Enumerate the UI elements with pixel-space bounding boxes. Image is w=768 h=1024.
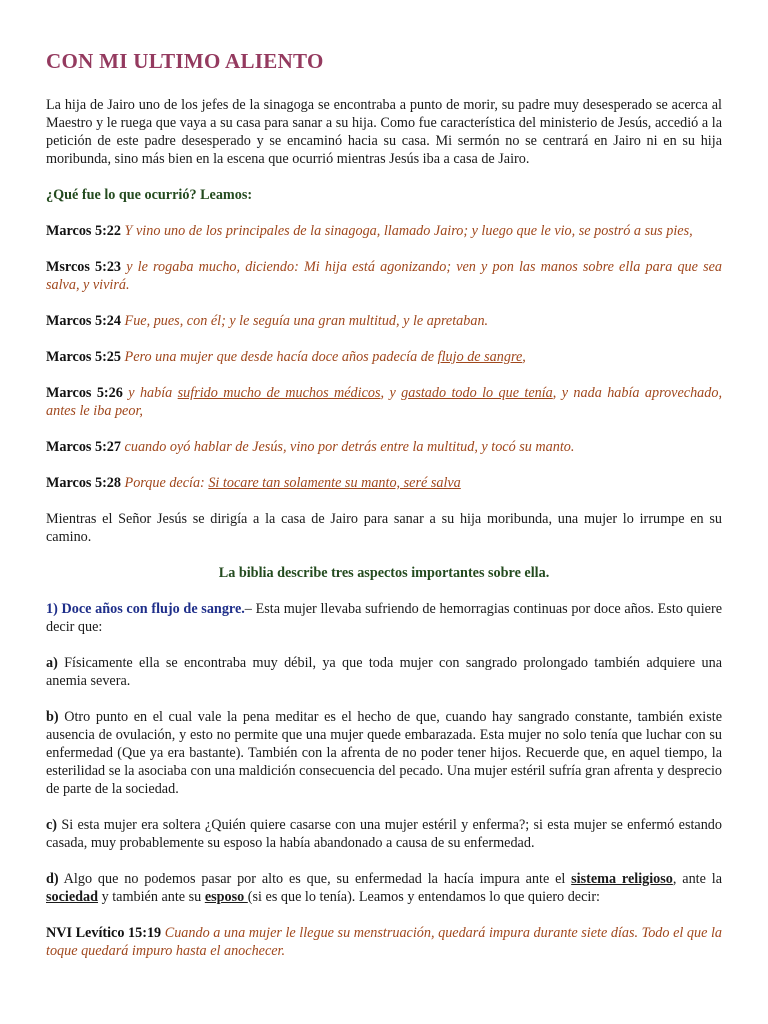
verse-text-part: , y nada había aprovechado, antes le iba peor, <box>46 385 722 419</box>
verse-5-22 <box>46 222 722 240</box>
intro-paragraph: La hija de Jairo uno de los jefes de la sinagoga se encontraba a punto de morir, su padre muy desesperado se acerca al Maestro y le ruega que vaya a su casa para sanar a su hija. Como fue característica del ministerio de Jesús, accedió a la petición de este padre desesperado y se encaminó hacia su casa. Mi sermón no se centrará en Jairo ni en su hija moribunda, sino más bien en la escena que ocurrió mientras Jesús iba a casa de Jairo. <box>46 97 722 167</box>
aspects-heading: La biblia describe tres aspectos importantes sobre ella. <box>218 565 550 581</box>
verse-text-part: Pero una mujer que desde hacía doce años padecía de <box>124 349 438 365</box>
transition-paragraph: Mientras el Señor Jesús se dirigía a la casa de Jairo para sanar a su hija moribunda, una mujer lo irrumpe en su camino. <box>46 511 722 545</box>
verse-ref: Marcos 5:27 <box>46 439 121 455</box>
item-label: a) <box>46 655 58 671</box>
verse-5-26 <box>46 384 722 420</box>
verse-text: Y vino uno de los principales de la sinagoga, llamado Jairo; y luego que le vio, se postró a sus pies, <box>124 223 693 239</box>
verse-underlined-text: flujo de sangre <box>437 349 523 365</box>
verse-underlined-text: sufrido mucho de muchos médicos <box>177 385 381 401</box>
verse-text: cuando oyó hablar de Jesús, vino por detrás entre la multitud, y tocó su manto. <box>124 439 575 455</box>
emphasis-sistema-religioso: sistema religioso <box>571 871 673 887</box>
item-text: Algo que no podemos pasar por alto es que, su enfermedad la hacía impura ante el <box>58 871 572 887</box>
verse-ref: Marcos 5:22 <box>46 223 121 239</box>
item-label: b) <box>46 709 59 725</box>
verse-5-28 <box>46 474 722 492</box>
emphasis-esposo: esposo <box>204 889 248 905</box>
item-label: d) <box>46 871 59 887</box>
verse-ref: Msrcos 5:23 <box>46 259 122 275</box>
verse-levitico-15-19 <box>46 924 722 960</box>
point-1-dash: – <box>244 601 256 617</box>
verse-ref: Marcos 5:25 <box>46 349 121 365</box>
point-1-title: 1) Doce años con flujo de sangre. <box>46 601 245 617</box>
item-text: (si es que lo tenía). Leamos y entendamos lo que quiero decir: <box>247 889 600 905</box>
item-text: Físicamente ella se encontraba muy débil, ya que toda mujer con sangrado prolongado también adquiere una anemia severa. <box>46 655 722 689</box>
verse-underlined-text: gastado todo lo que tenía <box>401 385 553 401</box>
item-d <box>46 870 722 906</box>
item-c <box>46 816 722 852</box>
verse-text-part: , <box>522 349 526 365</box>
point-1-paragraph <box>46 600 722 636</box>
item-label: c) <box>46 817 58 833</box>
verse-text: y le rogaba mucho, diciendo: Mi hija está agonizando; ven y pon las manos sobre ella para que sea salva, y vivirá. <box>46 259 722 293</box>
question-heading: ¿Qué fue lo que ocurrió? Leamos: <box>46 187 253 203</box>
verse-text-part: , y <box>380 385 402 401</box>
verse-text: Cuando a una mujer le llegue su menstruación, quedará impura durante siete días. Todo el que la toque quedará impuro hasta el anochecer. <box>46 925 723 959</box>
verse-ref: NVI Levítico 15:19 <box>46 925 162 941</box>
verse-underlined-text: Si tocare tan solamente su manto, seré salva <box>208 475 461 491</box>
page-title: CON MI ULTIMO ALIENTO <box>46 49 324 73</box>
point-1-text: Esta mujer llevaba sufriendo de hemorragias continuas por doce años. Esto quiere decir que: <box>46 601 722 635</box>
verse-ref: Marcos 5:28 <box>46 475 121 491</box>
verse-text <box>125 475 461 491</box>
verse-5-27 <box>46 438 722 456</box>
verse-5-23 <box>46 258 722 294</box>
item-a <box>46 654 722 690</box>
verse-text <box>46 385 722 419</box>
verse-5-24 <box>46 312 722 330</box>
verse-text-part: y había <box>128 385 178 401</box>
item-text: Si esta mujer era soltera ¿Quién quiere casarse con una mujer estéril y enferma?; si esta mujer se enfermó estando casada, muy probablemente su esposo la había abandonado a causa de su enfermedad. <box>46 817 722 851</box>
verse-text-part: Porque decía: <box>124 475 209 491</box>
verse-5-25 <box>46 348 722 366</box>
item-text: y también ante su <box>98 889 205 905</box>
verse-text: Fue, pues, con él; y le seguía una gran multitud, y le apretaban. <box>124 313 489 329</box>
item-text: Otro punto en el cual vale la pena meditar es el hecho de que, cuando hay sangrado constante, también existe ausencia de ovulación, y esto no permite que una mujer quede embarazada. Esta mujer no solo tenía que luchar con su enfermedad (Que ya era bastante). También con la afrenta de no poder tener hijos. Recuerde que, en aquel tiempo, la esterilidad se la asociaba con una maldición consecuencia del pecado. Una mujer estéril sufría gran afrenta y desprecio de parte de la sociedad. <box>46 709 722 797</box>
emphasis-sociedad: sociedad <box>46 889 99 905</box>
verse-text <box>125 349 526 365</box>
verse-ref: Marcos 5:26 <box>46 385 123 401</box>
verse-ref: Marcos 5:24 <box>46 313 121 329</box>
item-b <box>46 708 722 798</box>
item-text: , ante la <box>672 871 722 887</box>
